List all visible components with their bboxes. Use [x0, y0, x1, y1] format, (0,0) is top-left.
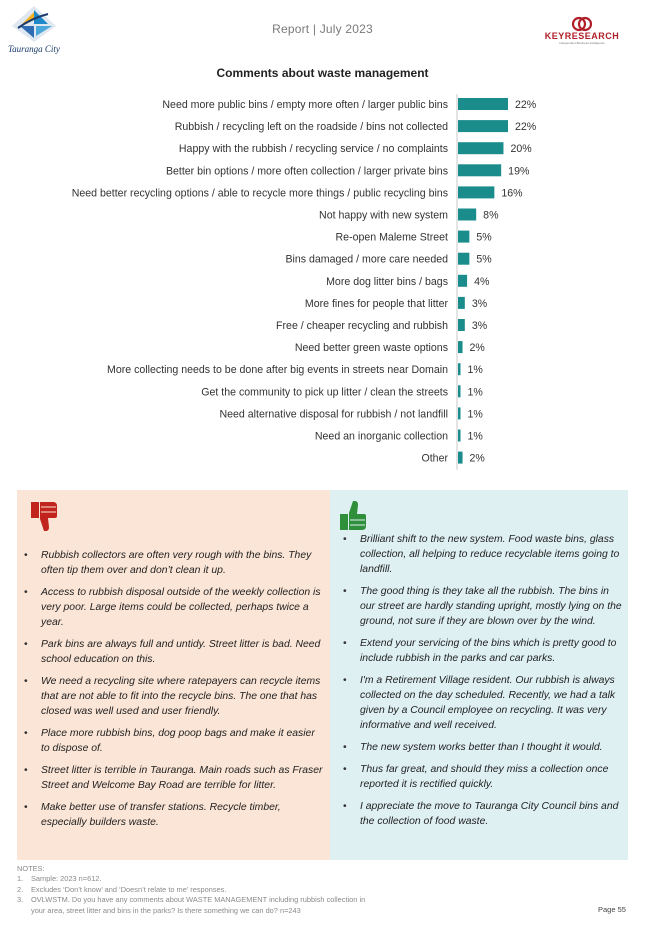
- bar: [458, 186, 494, 198]
- value-label: 2%: [469, 342, 485, 355]
- category-label: Bins damaged / more care needed: [285, 253, 448, 266]
- value-label: 22%: [515, 121, 537, 134]
- value-label: 19%: [508, 165, 530, 178]
- value-label: 1%: [467, 408, 483, 421]
- category-label: Need an inorganic collection: [314, 430, 448, 443]
- notes-heading: NOTES:: [17, 864, 45, 873]
- keyresearch-logo-mark-icon: [538, 16, 626, 32]
- bar: [458, 120, 508, 132]
- comment-item: • Place more rubbish bins, dog poop bags and make it easier to dispose of.: [41, 726, 326, 756]
- negative-comments-list: [41, 548, 326, 837]
- category-label: Need better recycling options / able to recycle more things / public recycling bins: [71, 187, 448, 200]
- category-label: More collecting needs to be done after big events in streets near Domain: [107, 364, 448, 377]
- note-number: 3.: [17, 895, 24, 905]
- category-label: More dog litter bins / bags: [326, 275, 448, 288]
- category-label: Re-open Maleme Street: [335, 231, 448, 244]
- bar: [458, 253, 469, 265]
- value-label: 3%: [471, 320, 488, 332]
- bar: [458, 363, 461, 375]
- note-number: 2.: [17, 884, 24, 894]
- comment-item: • Extend your servicing of the bins which is pretty good to include rubbish in the parks and car parks.: [360, 636, 622, 666]
- comment-item: • The new system works better than I thought it would.: [360, 740, 622, 755]
- comment-item: • Street litter is terrible in Tauranga. Main roads such as Fraser Street and Welcome Bay Road are terrible for litter.: [41, 763, 326, 793]
- comment-item: • Rubbish collectors are often very rough with the bins. They often tip them over and don’t clean it up.: [41, 548, 326, 578]
- value-label: 5%: [476, 231, 492, 244]
- city-logo-text: Tauranga City: [8, 44, 60, 54]
- bar: [458, 297, 465, 309]
- note-text: Excludes ‘Don’t know’ and ‘Doesn’t relate to me’ responses.: [31, 884, 227, 894]
- waste-comments-bar-chart: [0, 88, 645, 480]
- bar: [458, 142, 503, 154]
- comment-item: • Make better use of transfer stations. Recycle timber, especially builders waste.: [41, 800, 326, 830]
- positive-comments-panel: [330, 490, 628, 860]
- comment-item: • We need a recycling site where ratepayers can recycle items that are not able to fit into the recycle bins. The one that has closed was well used and user friendly.: [41, 674, 326, 719]
- comment-item: • Thus far great, and should they miss a collection once reported it is rectified quickly.: [360, 762, 622, 792]
- bar: [458, 407, 461, 419]
- value-label: 1%: [467, 386, 483, 399]
- thumbs-down-icon: [29, 500, 59, 534]
- comment-item: • I appreciate the move to Tauranga City Council bins and the collection of food waste.: [360, 799, 622, 829]
- note-item: [17, 895, 577, 905]
- page-header: [0, 0, 645, 70]
- value-label: 20%: [510, 143, 532, 156]
- comment-item: • Park bins are always full and untidy. Street litter is bad. Need school education on this.: [41, 637, 326, 667]
- bar: [458, 452, 463, 464]
- comment-item: • The good thing is they take all the rubbish. The bins in our street are hardly standing upright, mostly lying on the ground, not sure if they are blown over by the wind.: [360, 584, 622, 629]
- category-label: Free / cheaper recycling and rubbish: [276, 320, 448, 332]
- bar: [458, 231, 469, 243]
- keyresearch-logo: [538, 16, 626, 46]
- value-label: 4%: [474, 275, 490, 288]
- bar: [458, 98, 508, 110]
- comment-item: • I'm a Retirement Village resident. Our rubbish is always collected on the day scheduled. Recently, we had a talk given by a Council employee on recycling. It was very informative and well received.: [360, 673, 622, 733]
- note-text: Sample: 2023 n=612.: [31, 874, 102, 884]
- keyresearch-logo-text: KEYRESEARCH: [544, 31, 620, 41]
- bar: [458, 430, 461, 442]
- category-label: Need better green waste options: [294, 342, 448, 355]
- note-item: [17, 874, 577, 884]
- positive-comments-list: [360, 532, 622, 836]
- comment-item: • Access to rubbish disposal outside of the weekly collection is very poor. Large items could be collected, perhaps twice a year.: [41, 585, 326, 630]
- category-label: Get the community to pick up litter / clean the streets: [201, 386, 448, 399]
- bar: [458, 164, 501, 176]
- category-label: Other: [421, 452, 448, 465]
- report-title: Report | July 2023: [272, 22, 373, 36]
- value-label: 1%: [467, 364, 483, 377]
- negative-comments-panel: [17, 490, 330, 860]
- comment-item: • Brilliant shift to the new system. Food waste bins, glass collection, all helping to reduce recyclable items going to landfill.: [360, 532, 622, 577]
- note-text: OVLWSTM. Do you have any comments about WASTE MANAGEMENT including rubbish collection in: [31, 895, 366, 905]
- value-label: 22%: [515, 99, 537, 111]
- category-label: Need alternative disposal for rubbish / not landfill: [219, 408, 448, 421]
- category-label: Happy with the rubbish / recycling service / no complaints: [178, 143, 448, 156]
- value-label: 2%: [469, 452, 485, 465]
- note-number: 1.: [17, 874, 24, 884]
- category-label: Not happy with new system: [319, 209, 448, 222]
- value-label: 16%: [501, 187, 523, 200]
- page-number: Page 55: [598, 905, 626, 914]
- category-label: Rubbish / recycling left on the roadside / bins not collected: [174, 121, 448, 134]
- value-label: 8%: [483, 209, 499, 222]
- value-label: 1%: [467, 430, 483, 443]
- keyresearch-tagline: Independent Business Intelligence: [559, 41, 605, 45]
- thumbs-up-icon: [338, 498, 368, 532]
- bar: [458, 209, 476, 221]
- category-label: More fines for people that litter: [304, 297, 448, 310]
- bar: [458, 385, 461, 397]
- note-text: your area, street litter and bins in the parks? Is there something we can do? n=243: [31, 905, 301, 915]
- bar: [458, 341, 463, 353]
- note-item: [17, 906, 577, 916]
- chart-title: Comments about waste management: [216, 66, 429, 80]
- notes-section: [17, 864, 577, 916]
- note-item: [17, 885, 577, 895]
- bar: [458, 275, 467, 287]
- value-label: 5%: [476, 253, 492, 266]
- category-label: Need more public bins / empty more often / larger public bins: [162, 99, 448, 111]
- category-label: Better bin options / more often collection / larger private bins: [165, 165, 448, 178]
- value-label: 3%: [471, 297, 488, 310]
- bar: [458, 319, 465, 331]
